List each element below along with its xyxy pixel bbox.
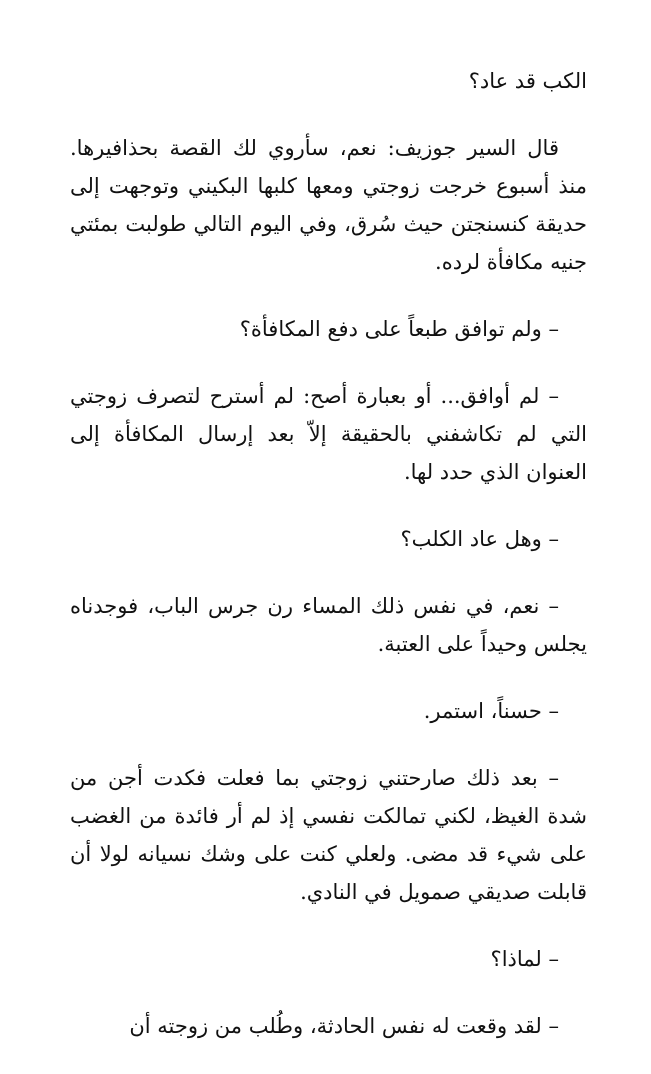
paragraph-wife-confessed: – بعد ذلك صارحتني زوجتي بما فعلت فكدت أجن من شدة الغيظ، لكني تمالكت نفسي إذ لم أر فائدة من الغضب على شيء قد مضى. ولعلي كنت على وشك نسيانه لولا أن قابلت صديقي صمويل في النادي. <box>70 766 587 904</box>
paragraph-dog-on-doorstep: – نعم، في نفس ذلك المساء رن جرس الباب، فوجدناه يجلس وحيداً على العتبة. <box>70 594 587 656</box>
paragraph-question-dog-returned: الكب قد عاد؟ <box>468 69 587 93</box>
paragraph-reward-question: – ولم توافق طبعاً على دفع المكافأة؟ <box>239 317 559 341</box>
paragraph-same-incident: – لقد وقعت له نفس الحادثة، وطُلب من زوجته أن <box>129 1014 559 1038</box>
paragraph-did-not-agree: – لم أوافق... أو بعبارة أصح: لم أسترح لتصرف زوجتي التي لم تكاشفني بالحقيقة إلاّ بعد إرسال المكافأة إلى العنوان الذي حدد لها. <box>70 384 587 484</box>
page-text <box>70 62 587 1074</box>
paragraph-did-dog-return: – وهل عاد الكلب؟ <box>400 527 559 551</box>
paragraph-sir-joseph-story: قال السير جوزيف: نعم، سأروي لك القصة بحذافيرها. منذ أسبوع خرجت زوجتي ومعها كلبها البكيني وتوجهت إلى حديقة كنسنجتن حيث سُرق، وفي اليوم التالي طولبت بمئتي جنيه مكافأة لرده. <box>70 136 587 274</box>
paragraph-why: – لماذا؟ <box>490 947 559 971</box>
paragraph-continue: – حسناً، استمر. <box>423 699 559 723</box>
